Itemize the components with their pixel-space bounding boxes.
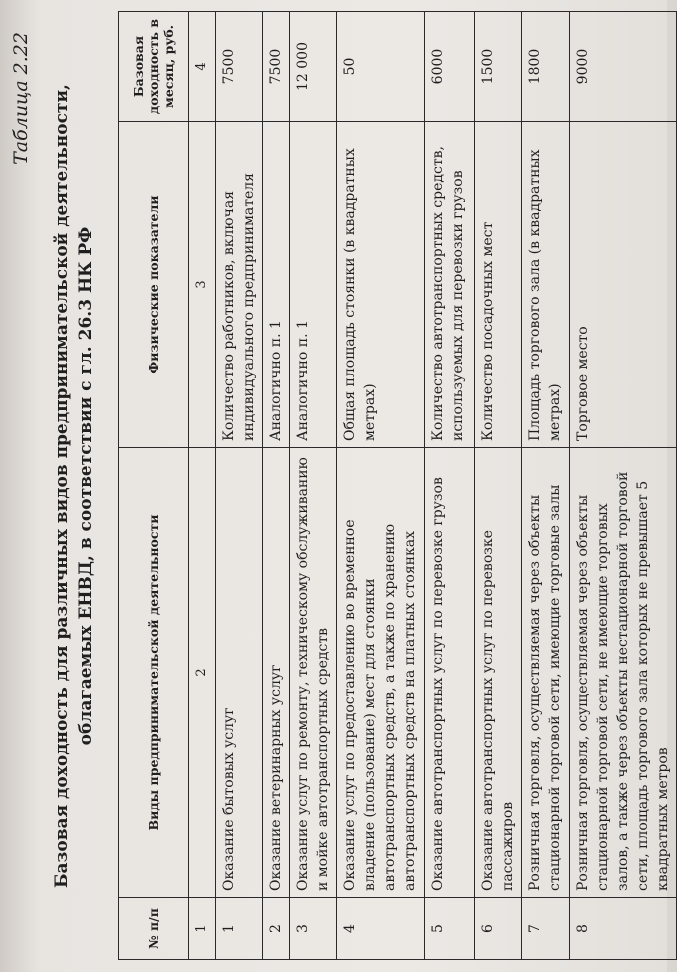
row-activity: Розничная торговля, осуществляемая через объекты стационарной торговой сети, имеющие торговые залы [522,448,570,898]
row-indicator: Аналогично п. 1 [263,122,290,448]
row-indicator: Аналогично п. 1 [290,122,337,448]
column-number: 2 [189,448,216,898]
row-yield: 6000 [425,12,475,122]
row-activity: Оказание услуг по ремонту, техническому обслуживанию и мойке автотранспортных средств [290,448,337,898]
row-yield: 7500 [263,12,290,122]
row-number: 4 [337,898,425,960]
row-indicator: Площадь торгового зала (в квадратных метрах) [522,122,570,448]
row-number: 3 [290,898,337,960]
row-activity: Оказание ветеринарных услуг [263,448,290,898]
table-row [216,12,263,960]
row-number: 6 [475,898,522,960]
row-yield: 50 [337,12,425,122]
row-activity: Розничная торговля, осуществляемая через объекты стационарной торговой сети, не имеющие торговых залов, а также через объекты нестационарной торговой сети, площадь торгового зала которых не превышает 5 квадратных метров [570,448,677,898]
row-number: 1 [216,898,263,960]
row-indicator: Количество автотранспортных средств, используемых для перевозки грузов [425,122,475,448]
row-yield: 1800 [522,12,570,122]
column-number: 3 [189,122,216,448]
row-yield: 9000 [570,12,677,122]
table-row [570,12,677,960]
table-row [475,12,522,960]
envd-table [118,11,677,960]
row-number: 7 [522,898,570,960]
row-activity: Оказание автотранспортных услуг по перевозке грузов [425,448,475,898]
row-number: 5 [425,898,475,960]
title-line-1: Базовая доходность для различных видов предпринимательской деятельности, [52,84,72,888]
column-number: 1 [189,898,216,960]
row-indicator: Торговое место [570,122,677,448]
row-activity: Оказание автотранспортных услуг по перевозке пассажиров [475,448,522,898]
row-activity: Оказание услуг по предоставлению во временное владение (пользование) мест для стоянки автотранспортных средств, а также по хранению автотранспортных средств на платных стоянках [337,448,425,898]
table-row [290,12,337,960]
title-line-2: облагаемых ЕНВД, в соответствии с гл. 26.3 НК РФ [76,226,96,746]
column-number: 4 [189,12,216,122]
row-indicator: Количество посадочных мест [475,122,522,448]
table-row [522,12,570,960]
row-yield: 7500 [216,12,263,122]
header-activity: Виды предпринимательской деятельности [119,448,189,898]
row-number: 2 [263,898,290,960]
table-number: Таблица 2.22 [10,32,32,165]
row-number: 8 [570,898,677,960]
row-indicator: Количество работников, включая индивидуального предпринимателя [216,122,263,448]
header-row [119,12,189,960]
row-yield: 1500 [475,12,522,122]
column-number-row [189,12,216,960]
table-title [50,40,98,932]
row-yield: 12 000 [290,12,337,122]
table-row [337,12,425,960]
header-indicator: Физические показатели [119,122,189,448]
row-indicator: Общая площадь стоянки (в квадратных метрах) [337,122,425,448]
header-number: № п/п [119,898,189,960]
table-row [263,12,290,960]
table-row [425,12,475,960]
header-yield: Базовая доходность в месяц, руб. [119,12,189,122]
row-activity: Оказание бытовых услуг [216,448,263,898]
